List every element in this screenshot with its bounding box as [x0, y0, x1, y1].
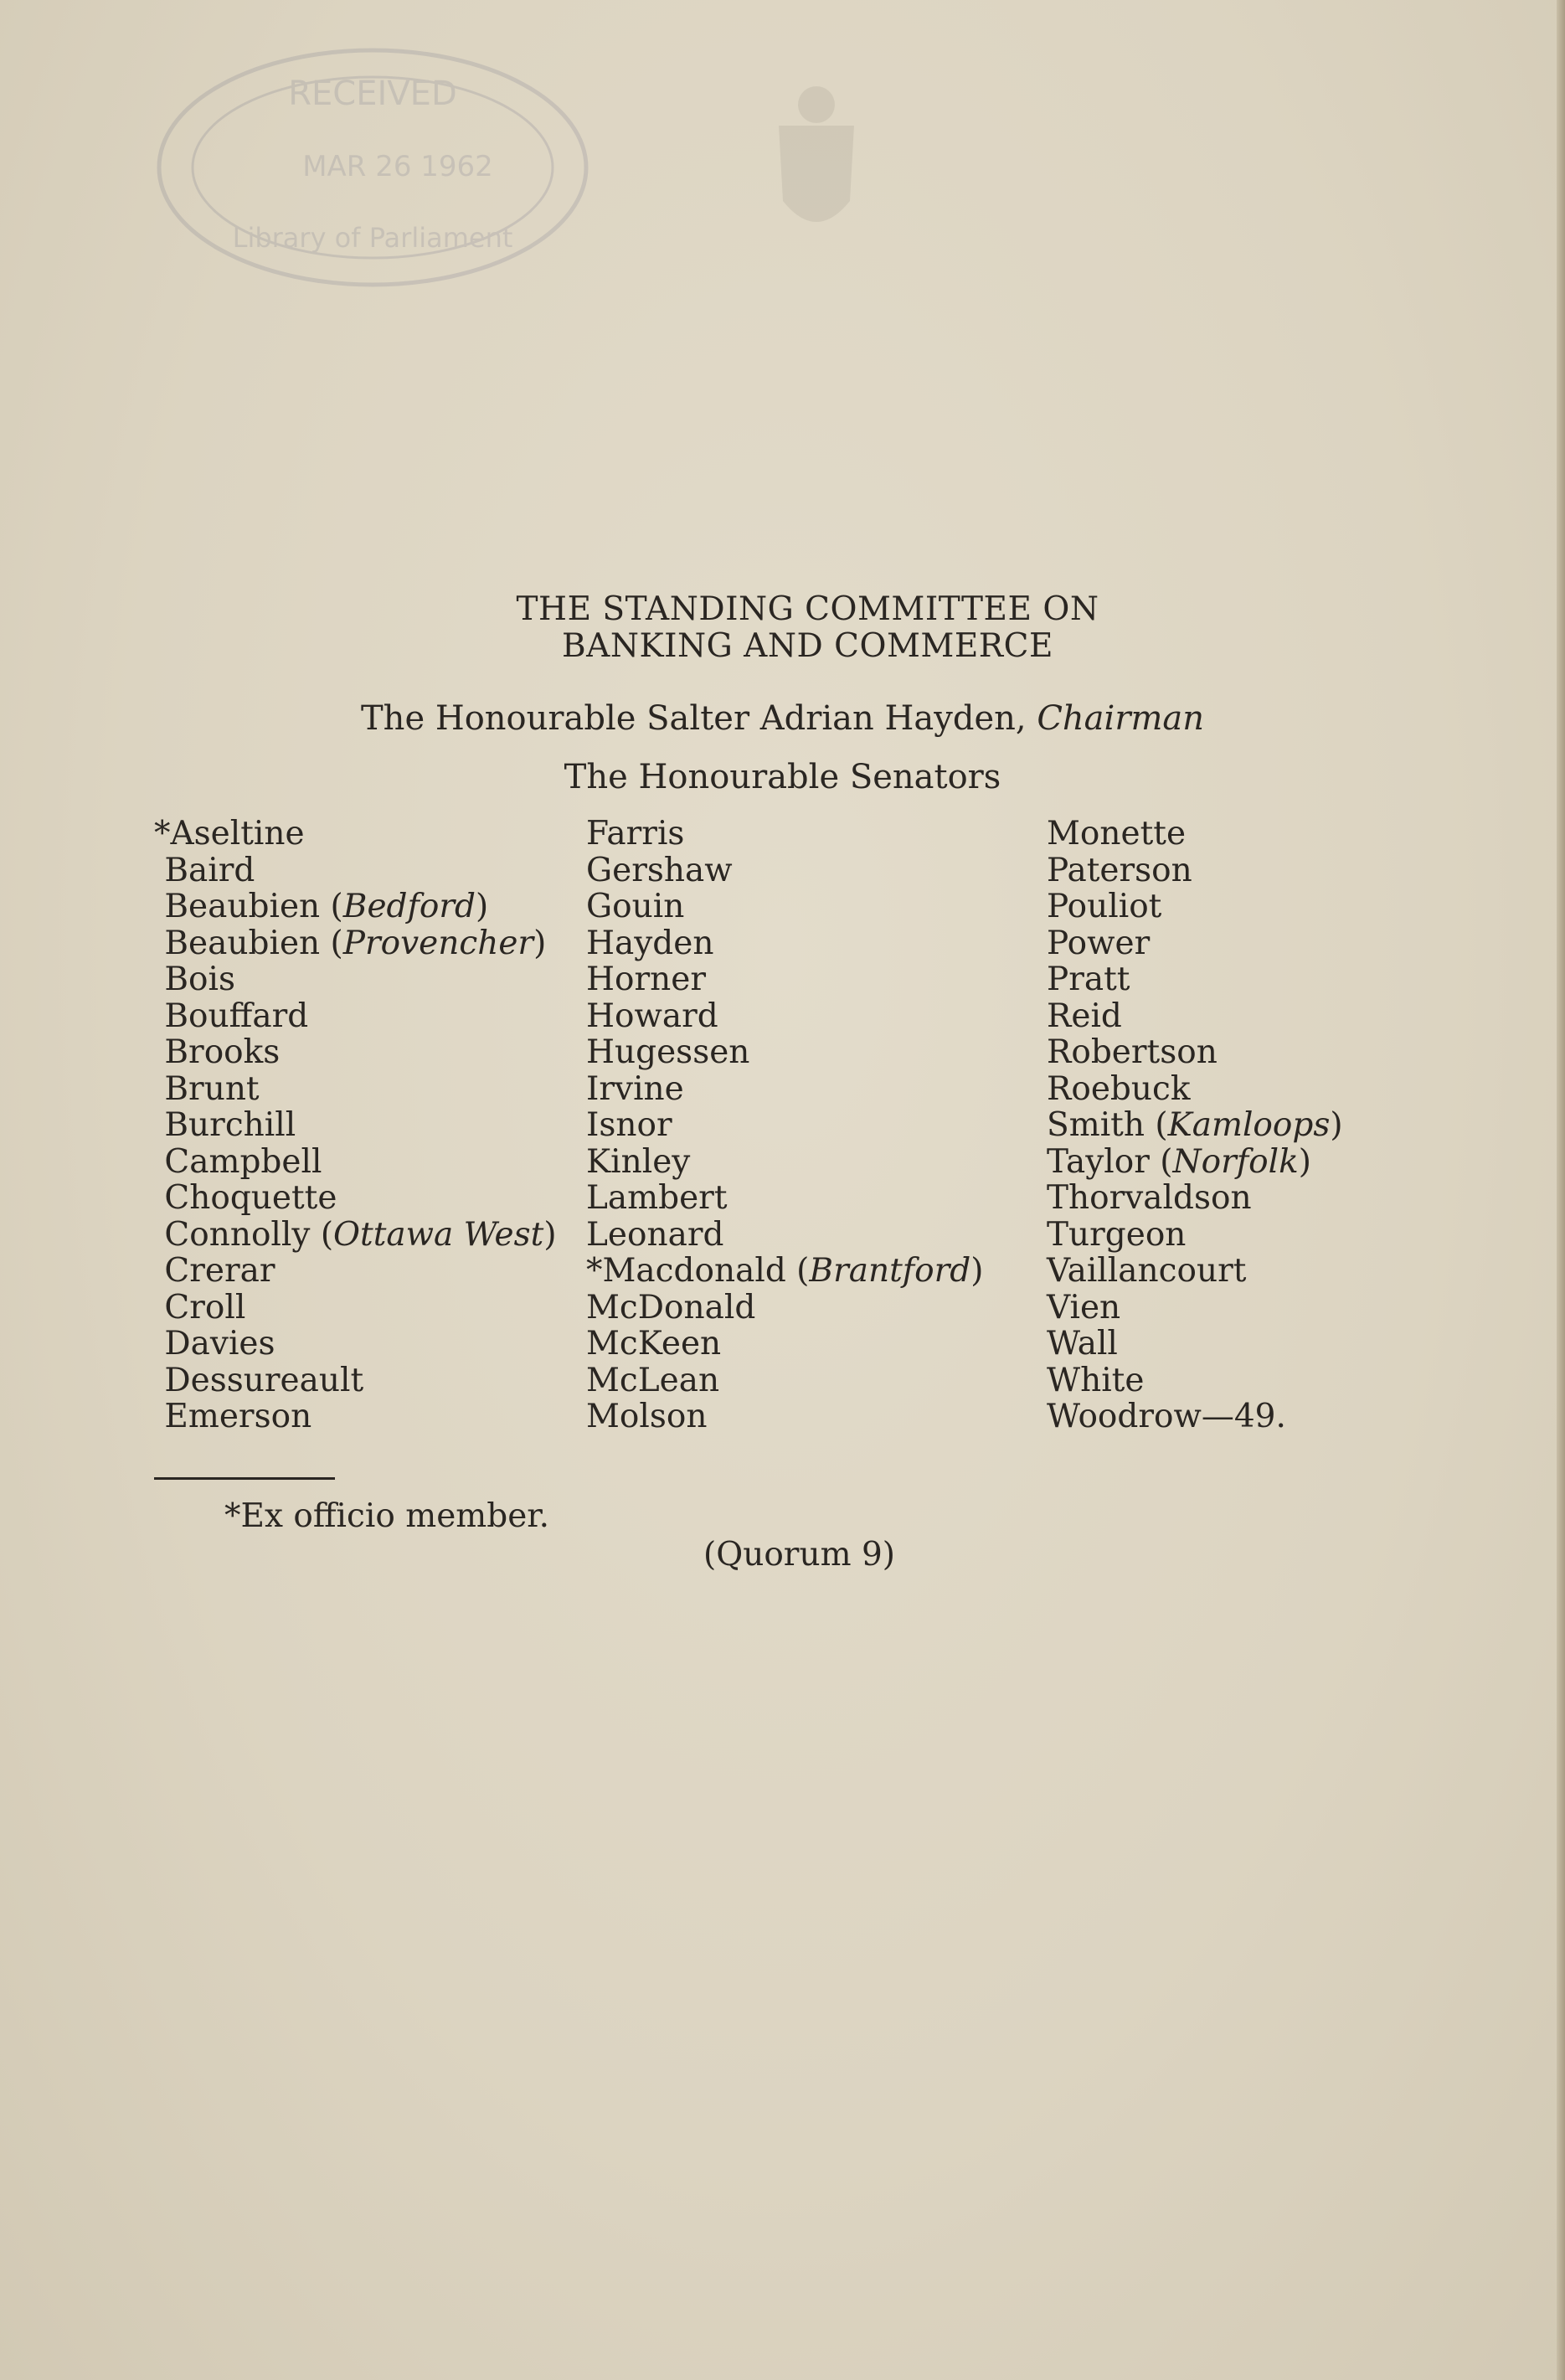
- senator-surname: Pouliot: [1047, 888, 1162, 925]
- senator-surname: Molson: [586, 1398, 708, 1435]
- senator-name: [586, 1107, 984, 1144]
- stamp-received-text: RECEIVED: [288, 75, 457, 113]
- stamp-library-text: Library of Parliament: [232, 222, 513, 254]
- senator-name: [1047, 998, 1343, 1035]
- bleed-through-band: [0, 511, 1565, 561]
- senator-district-name: Bedford: [342, 888, 476, 925]
- senator-district-name: Ottawa West: [333, 1215, 544, 1254]
- senator-district: (Ottawa West): [310, 1215, 557, 1254]
- senator-surname: Roebuck: [1047, 1069, 1191, 1108]
- senator-name: [1047, 961, 1343, 998]
- senator-surname: Robertson: [1047, 1033, 1218, 1071]
- senator-name: [1047, 853, 1343, 889]
- senator-surname: McDonald: [586, 1288, 756, 1327]
- footnote: *Ex officio member.: [224, 1497, 550, 1535]
- senator-surname: Connolly: [154, 1215, 311, 1254]
- senator-name: [586, 1363, 984, 1399]
- senator-district: (Kamloops): [1144, 1106, 1343, 1144]
- senator-surname: Vaillancourt: [1047, 1252, 1247, 1290]
- chairman-title: Chairman: [1037, 699, 1204, 738]
- senator-name: [154, 889, 557, 925]
- senator-surname: Davies: [154, 1325, 275, 1363]
- senator-surname: Hayden: [586, 924, 714, 962]
- senator-name: [154, 1180, 557, 1217]
- senator-surname: Hugessen: [586, 1033, 750, 1071]
- page-edge: [1557, 0, 1565, 2380]
- senator-name: [1047, 925, 1343, 962]
- senator-surname: Dessureault: [154, 1361, 364, 1399]
- senator-name: [586, 853, 984, 889]
- senator-name: [154, 1144, 557, 1181]
- senator-surname: Gershaw: [586, 851, 733, 889]
- received-stamp: [147, 38, 599, 297]
- senator-name: [586, 1144, 984, 1181]
- senator-surname: Campbell: [154, 1142, 322, 1181]
- senator-surname: Isnor: [586, 1106, 672, 1144]
- senator-surname: Thorvaldson: [1047, 1179, 1252, 1217]
- senator-surname: White: [1047, 1361, 1145, 1399]
- senator-name: [1047, 889, 1343, 925]
- senator-district: (Norfolk): [1149, 1142, 1311, 1181]
- senator-surname: Horner: [586, 961, 706, 998]
- senator-name: [586, 1253, 984, 1290]
- senators-heading: The Honourable Senators: [564, 758, 1001, 796]
- senator-surname: Kinley: [586, 1142, 691, 1181]
- senator-surname: Crerar: [154, 1252, 275, 1290]
- senator-name: [154, 961, 557, 998]
- senator-name: [1047, 1107, 1343, 1144]
- footnote-rule: [154, 1477, 335, 1480]
- senator-name: [154, 1217, 557, 1254]
- senator-surname: Wall: [1047, 1325, 1118, 1363]
- chairman-name: The Honourable Salter Adrian Hayden,: [361, 699, 1027, 738]
- senator-surname: Brooks: [154, 1033, 281, 1071]
- senator-name: [586, 961, 984, 998]
- senator-surname: Brunt: [154, 1069, 260, 1108]
- senator-district: (Provencher): [320, 924, 547, 962]
- senator-name: [154, 1034, 557, 1071]
- senator-name: [586, 816, 984, 853]
- senators-column-1: [154, 816, 557, 1435]
- senator-district-name: Provencher: [342, 924, 534, 962]
- senator-surname: Smith: [1047, 1106, 1145, 1144]
- senator-surname: McLean: [586, 1361, 720, 1399]
- senator-name: [1047, 1180, 1343, 1217]
- senator-name: [1047, 1071, 1343, 1108]
- senator-name: [1047, 1144, 1343, 1181]
- senator-surname: Burchill: [154, 1106, 296, 1144]
- senator-surname: Farris: [586, 815, 685, 853]
- senator-district-name: Brantford: [809, 1252, 971, 1290]
- senator-surname: Paterson: [1047, 851, 1192, 889]
- senator-surname: Baird: [154, 851, 255, 889]
- senator-name: [154, 1399, 557, 1435]
- senator-name: [1047, 1290, 1343, 1327]
- senator-name: [154, 853, 557, 889]
- senator-name: [586, 1180, 984, 1217]
- senator-surname: Leonard: [586, 1215, 724, 1254]
- senator-name: [1047, 1399, 1343, 1435]
- senator-surname: Power: [1047, 924, 1151, 962]
- quorum: (Quorum 9): [703, 1536, 895, 1574]
- crest-icon: [762, 75, 871, 251]
- senators-column-3: [1047, 816, 1343, 1435]
- senator-name: [154, 1071, 557, 1108]
- stamp-date-text: MAR 26 1962: [302, 150, 493, 183]
- senator-name: [586, 998, 984, 1035]
- committee-heading-line2: BANKING AND COMMERCE: [562, 627, 1053, 665]
- senator-surname: Turgeon: [1047, 1215, 1187, 1254]
- senator-surname: Pratt: [1047, 961, 1130, 998]
- senator-name: [586, 889, 984, 925]
- senator-surname: Croll: [154, 1288, 246, 1327]
- senator-surname: Reid: [1047, 997, 1122, 1035]
- senator-surname: Irvine: [586, 1069, 684, 1108]
- senator-district-name: Norfolk: [1172, 1142, 1299, 1181]
- senator-name: [1047, 1217, 1343, 1254]
- senator-district-name: Kamloops: [1167, 1106, 1331, 1144]
- senator-name: [586, 1071, 984, 1108]
- senator-name: [154, 1290, 557, 1327]
- senator-name: [586, 1034, 984, 1071]
- senator-name: [586, 1217, 984, 1254]
- senator-surname: *Aseltine: [154, 815, 305, 853]
- senator-surname: Woodrow—49.: [1047, 1398, 1286, 1435]
- senator-name: [1047, 816, 1343, 853]
- senator-name: [586, 925, 984, 962]
- senator-name: [586, 1399, 984, 1435]
- senator-surname: Bois: [154, 961, 236, 998]
- senator-name: [586, 1326, 984, 1363]
- senator-surname: McKeen: [586, 1325, 722, 1363]
- senator-name: [1047, 1253, 1343, 1290]
- senator-surname: Choquette: [154, 1179, 337, 1217]
- senator-district: (Bedford): [320, 888, 489, 925]
- senator-name: [154, 1363, 557, 1399]
- senator-district: (Brantford): [785, 1252, 984, 1290]
- senator-name: [586, 1290, 984, 1327]
- senator-surname: Gouin: [586, 888, 685, 925]
- senator-surname: Howard: [586, 997, 718, 1035]
- senator-surname: Emerson: [154, 1398, 312, 1435]
- senators-column-2: [586, 816, 984, 1435]
- senator-surname: Taylor: [1047, 1142, 1150, 1181]
- senator-name: [154, 1253, 557, 1290]
- senator-name: [154, 1326, 557, 1363]
- chairman-line: [0, 699, 1565, 738]
- senator-name: [154, 925, 557, 962]
- senator-surname: Lambert: [586, 1179, 728, 1217]
- senator-name: [1047, 1363, 1343, 1399]
- senator-surname: Vien: [1047, 1288, 1121, 1327]
- senator-name: [154, 1107, 557, 1144]
- senator-name: [154, 998, 557, 1035]
- senator-surname: Beaubien: [154, 888, 321, 925]
- senator-surname: Bouffard: [154, 997, 309, 1035]
- senator-name: [1047, 1326, 1343, 1363]
- senator-name: [154, 816, 557, 853]
- senator-surname: Beaubien: [154, 924, 321, 962]
- committee-heading-line1: THE STANDING COMMITTEE ON: [516, 590, 1099, 628]
- senator-name: [1047, 1034, 1343, 1071]
- senator-surname: *Macdonald: [586, 1252, 786, 1290]
- senator-surname: Monette: [1047, 815, 1187, 853]
